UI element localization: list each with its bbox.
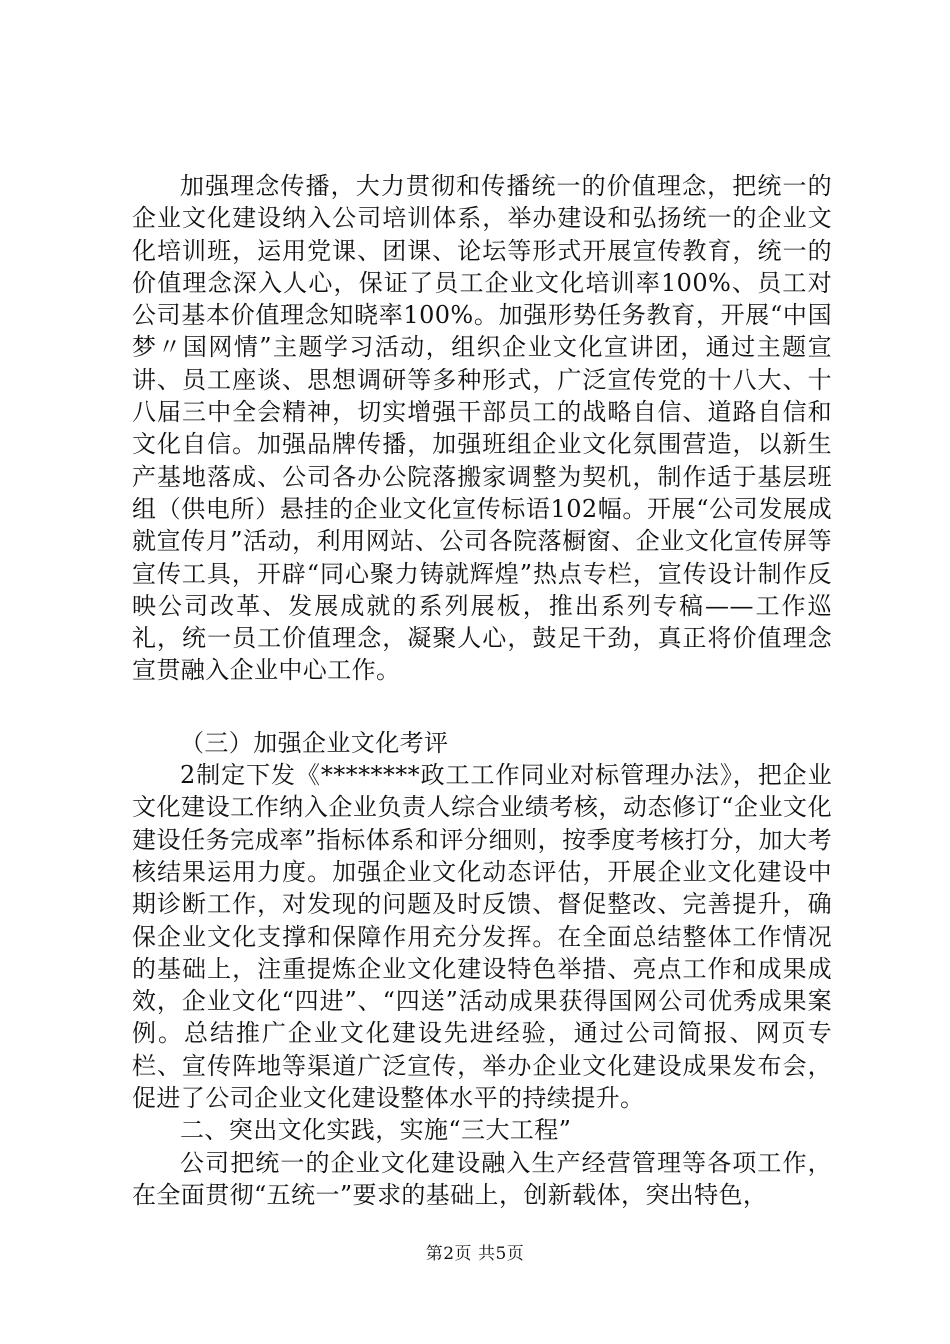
paragraph-evaluation: 2制定下发《********政工工作同业对标管理办法》，把企业文化建设工作纳入企业负责人综合业绩考核，动态修订“企业文化建设任务完成率”指标体系和评分细则，按季度考核打分，加大考核结果运用力度。加强企业文化动态评估，开展企业文化建设中期诊断工作，对发现的问题及时反馈、督促整改、完善提升，确保企业文化支撑和保障作用充分发挥。在全面总结整体工作情况的基础上，注重提炼企业文化建设特色举措、亮点工作和成果成效，企业文化“四进”、“四送”活动成果获得国网公司优秀成果案例。总结推广企业文化建设先进经验，通过公司简报、网页专栏、宣传阵地等渠道广泛宣传，举办企业文化建设成果发布会，促进了公司企业文化建设整体水平的持续提升。 (132, 761, 832, 1113)
page-number-footer: 第2页 共5页 (425, 1244, 525, 1264)
document-body (132, 170, 832, 1211)
paragraph-practice: 公司把统一的企业文化建设融入生产经营管理等各项工作，在全面贯彻“五统一”要求的基础上，创新载体，突出特色， (132, 1148, 832, 1209)
paragraph-concept-dissemination: 加强理念传播，大力贯彻和传播统一的价值理念，把统一的企业文化建设纳入公司培训体系，举办建设和弘扬统一的企业文化培训班，运用党课、团课、论坛等形式开展宣传教育，统一的价值理念深入人心，保证了员工企业文化培训率100%、员工对公司基本价值理念知晓率100%。加强形势任务教育，开展“中国梦〃国网情”主题学习活动，组织企业文化宣讲团，通过主题宣讲、员工座谈、思想调研等多种形式，广泛宣传党的十八大、十八届三中全会精神，切实增强干部员工的战略自信、道路自信和文化自信。加强品牌传播，加强班组企业文化氛围营造，以新生产基地落成、公司各办公院落搬家调整为契机，制作适于基层班组（供电所）悬挂的企业文化宣传标语102幅。开展“公司发展成就宣传月”活动，利用网站、公司各院落橱窗、企业文化宣传屏等宣传工具，开辟“同心聚力铸就辉煌”热点专栏，宣传设计制作反映公司改革、发展成就的系列展板，推出系列专稿——工作巡礼，统一员工价值理念，凝聚人心，鼓足干劲，真正将价值理念宣贯融入企业中心工作。 (132, 172, 832, 685)
section-heading-practice: 二、突出文化实践，实施“三大工程” (180, 1116, 572, 1145)
section-heading-evaluation: （三）加强企业文化考评 (180, 728, 449, 757)
